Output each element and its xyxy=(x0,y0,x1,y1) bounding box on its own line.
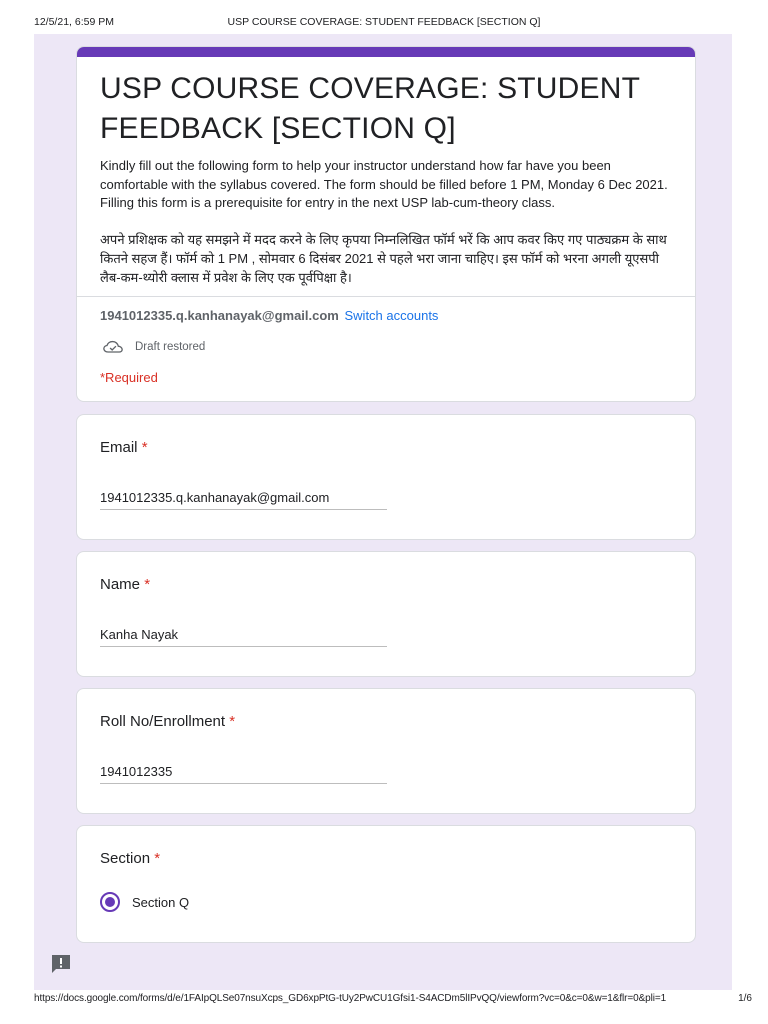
form-description-english: Kindly fill out the following form to help your instructor understand how far have you been comfortable with the syllabus covered. The form should be filled before 1 PM, Monday 6 Dec 2021. Filling this form is a prerequisite for entry in the next USP lab-cum-theory class. xyxy=(100,158,668,210)
required-asterisk: * xyxy=(141,439,148,456)
question-email xyxy=(76,414,696,540)
print-page-number: 1/6 xyxy=(738,993,752,1004)
question-title xyxy=(100,439,148,456)
account-row xyxy=(100,308,438,323)
header-divider xyxy=(77,296,696,297)
email-field[interactable] xyxy=(100,486,387,510)
question-name xyxy=(76,551,696,677)
form-description-hindi: अपने प्रशिक्षक को यह समझने में मदद करने के लिए कृपया निम्नलिखित फॉर्म भरें कि आप कवर किए गए पाठ्यक्रम के साथ कितने सहज हैं। फॉर्म को 1 PM , सोमवार 6 दिसंबर 2021 से पहले भरा जाना चाहिए। इस फॉर्म को भरना अगली यूएसपी लैब-कम-थ्योरी क्लास में प्रवेश के लिए एक पूर्वपिक्षा है। xyxy=(100,232,667,285)
section-option[interactable] xyxy=(100,892,189,912)
required-asterisk: * xyxy=(154,850,161,867)
question-title xyxy=(100,850,160,867)
question-title xyxy=(100,576,150,593)
section-option-label: Section Q xyxy=(132,894,190,910)
roll-no-field[interactable] xyxy=(100,760,387,784)
report-feedback-icon[interactable] xyxy=(50,954,72,974)
question-roll-no xyxy=(76,688,696,814)
form-header-card xyxy=(76,46,696,402)
print-date: 12/5/21, 6:59 PM xyxy=(34,16,114,28)
print-header xyxy=(0,16,768,30)
print-footer xyxy=(0,993,768,1007)
required-note: *Required xyxy=(100,370,158,385)
question-label: Roll No/Enrollment xyxy=(100,713,226,730)
form-accent-bar xyxy=(77,47,695,57)
name-field[interactable] xyxy=(100,623,387,647)
required-asterisk: * xyxy=(144,576,151,593)
draft-status xyxy=(103,340,205,354)
radio-button-selected[interactable] xyxy=(100,892,120,912)
cloud-check-icon xyxy=(103,340,123,354)
draft-status-text: Draft restored xyxy=(135,341,206,353)
print-page-title: USP COURSE COVERAGE: STUDENT FEEDBACK [SECTION Q] xyxy=(227,16,541,28)
question-label: Section xyxy=(100,850,151,867)
form-title: USP COURSE COVERAGE: STUDENT FEEDBACK [SECTION Q] xyxy=(100,72,640,145)
print-url: https://docs.google.com/forms/d/e/1FAIpQLSe07nsuXcps_GD6xpPtG-tUy2PwCU1Gfsi1-S4ACDm5lIPvQQ/viewform?vc=0&c=0&w=1&flr=0&pli=1 xyxy=(34,993,667,1004)
question-title xyxy=(100,713,235,730)
account-email: 1941012335.q.kanhanayak@gmail.com xyxy=(100,308,339,323)
question-section xyxy=(76,825,696,943)
required-asterisk: * xyxy=(229,713,236,730)
switch-accounts-link[interactable]: Switch accounts xyxy=(344,308,439,323)
question-label: Name xyxy=(100,576,141,593)
radio-dot xyxy=(105,897,115,907)
question-label: Email xyxy=(100,439,138,456)
